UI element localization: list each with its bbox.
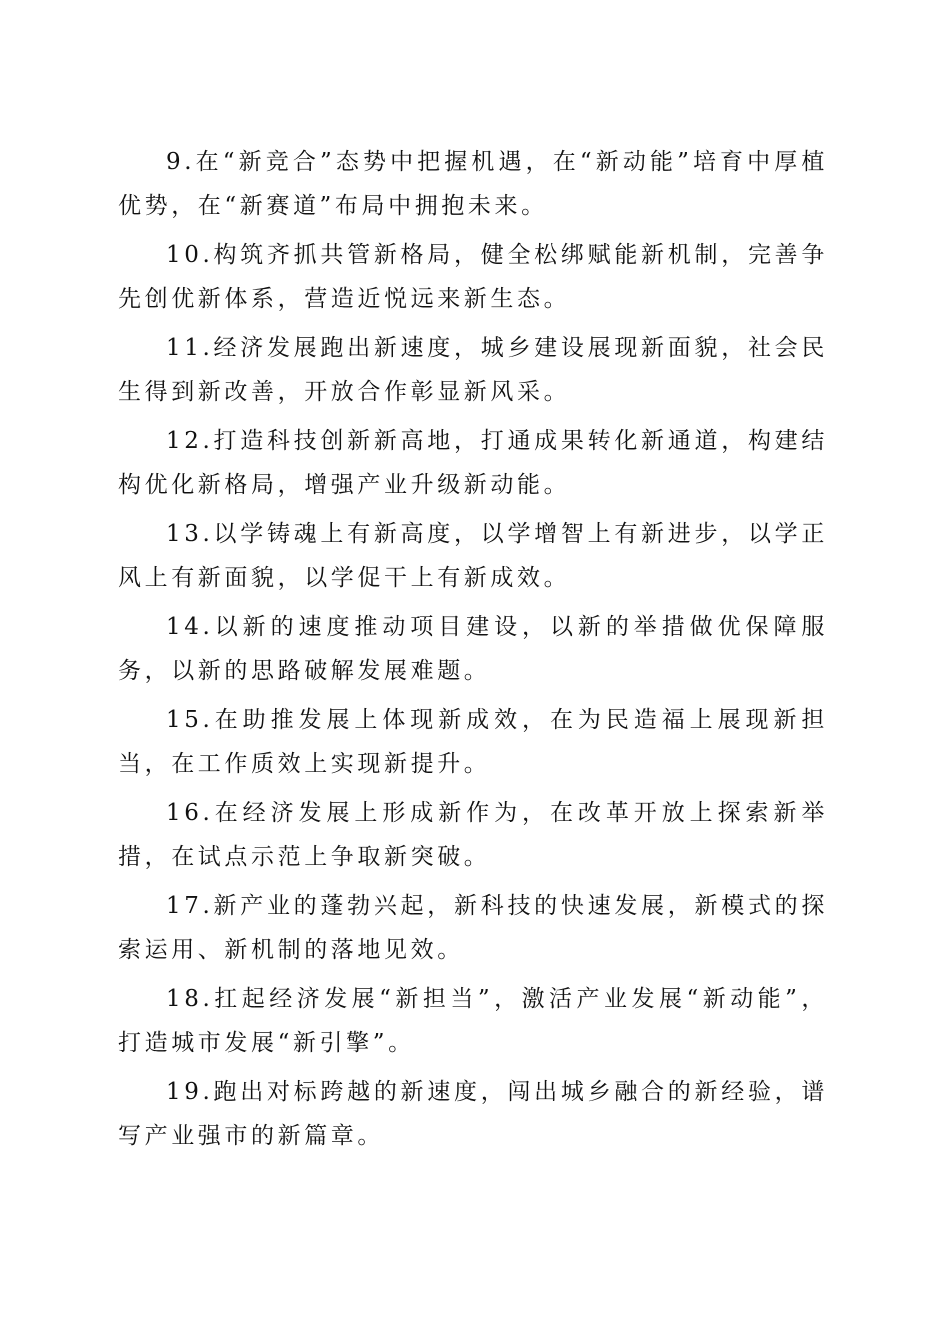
paragraph-11: 11.经济发展跑出新速度，城乡建设展现新面貌，社会民生得到新改善，开放合作彰显新风采。 <box>118 335 828 405</box>
document-body <box>118 140 828 1163</box>
paragraph-17: 17.新产业的蓬勃兴起，新科技的快速发展，新模式的探索运用、新机制的落地见效。 <box>118 893 828 963</box>
paragraph-15: 15.在助推发展上体现新成效，在为民造福上展现新担当，在工作质效上实现新提升。 <box>118 707 828 777</box>
paragraph-16: 16.在经济发展上形成新作为，在改革开放上探索新举措，在试点示范上争取新突破。 <box>118 800 828 870</box>
paragraph-18: 18.扛起经济发展“新担当”，激活产业发展“新动能”，打造城市发展“新引擎”。 <box>118 986 828 1056</box>
paragraph-14: 14.以新的速度推动项目建设，以新的举措做优保障服务，以新的思路破解发展难题。 <box>118 614 828 684</box>
paragraph-12: 12.打造科技创新新高地，打通成果转化新通道，构建结构优化新格局，增强产业升级新动能。 <box>118 428 828 498</box>
paragraph-9: 9.在“新竞合”态势中把握机遇，在“新动能”培育中厚植优势，在“新赛道”布局中拥抱未来。 <box>118 149 828 219</box>
paragraph-13: 13.以学铸魂上有新高度，以学增智上有新进步，以学正风上有新面貌，以学促干上有新成效。 <box>118 521 828 591</box>
paragraph-10: 10.构筑齐抓共管新格局，健全松绑赋能新机制，完善争先创优新体系，营造近悦远来新生态。 <box>118 242 828 312</box>
paragraph-19: 19.跑出对标跨越的新速度，闯出城乡融合的新经验，谱写产业强市的新篇章。 <box>118 1079 828 1149</box>
